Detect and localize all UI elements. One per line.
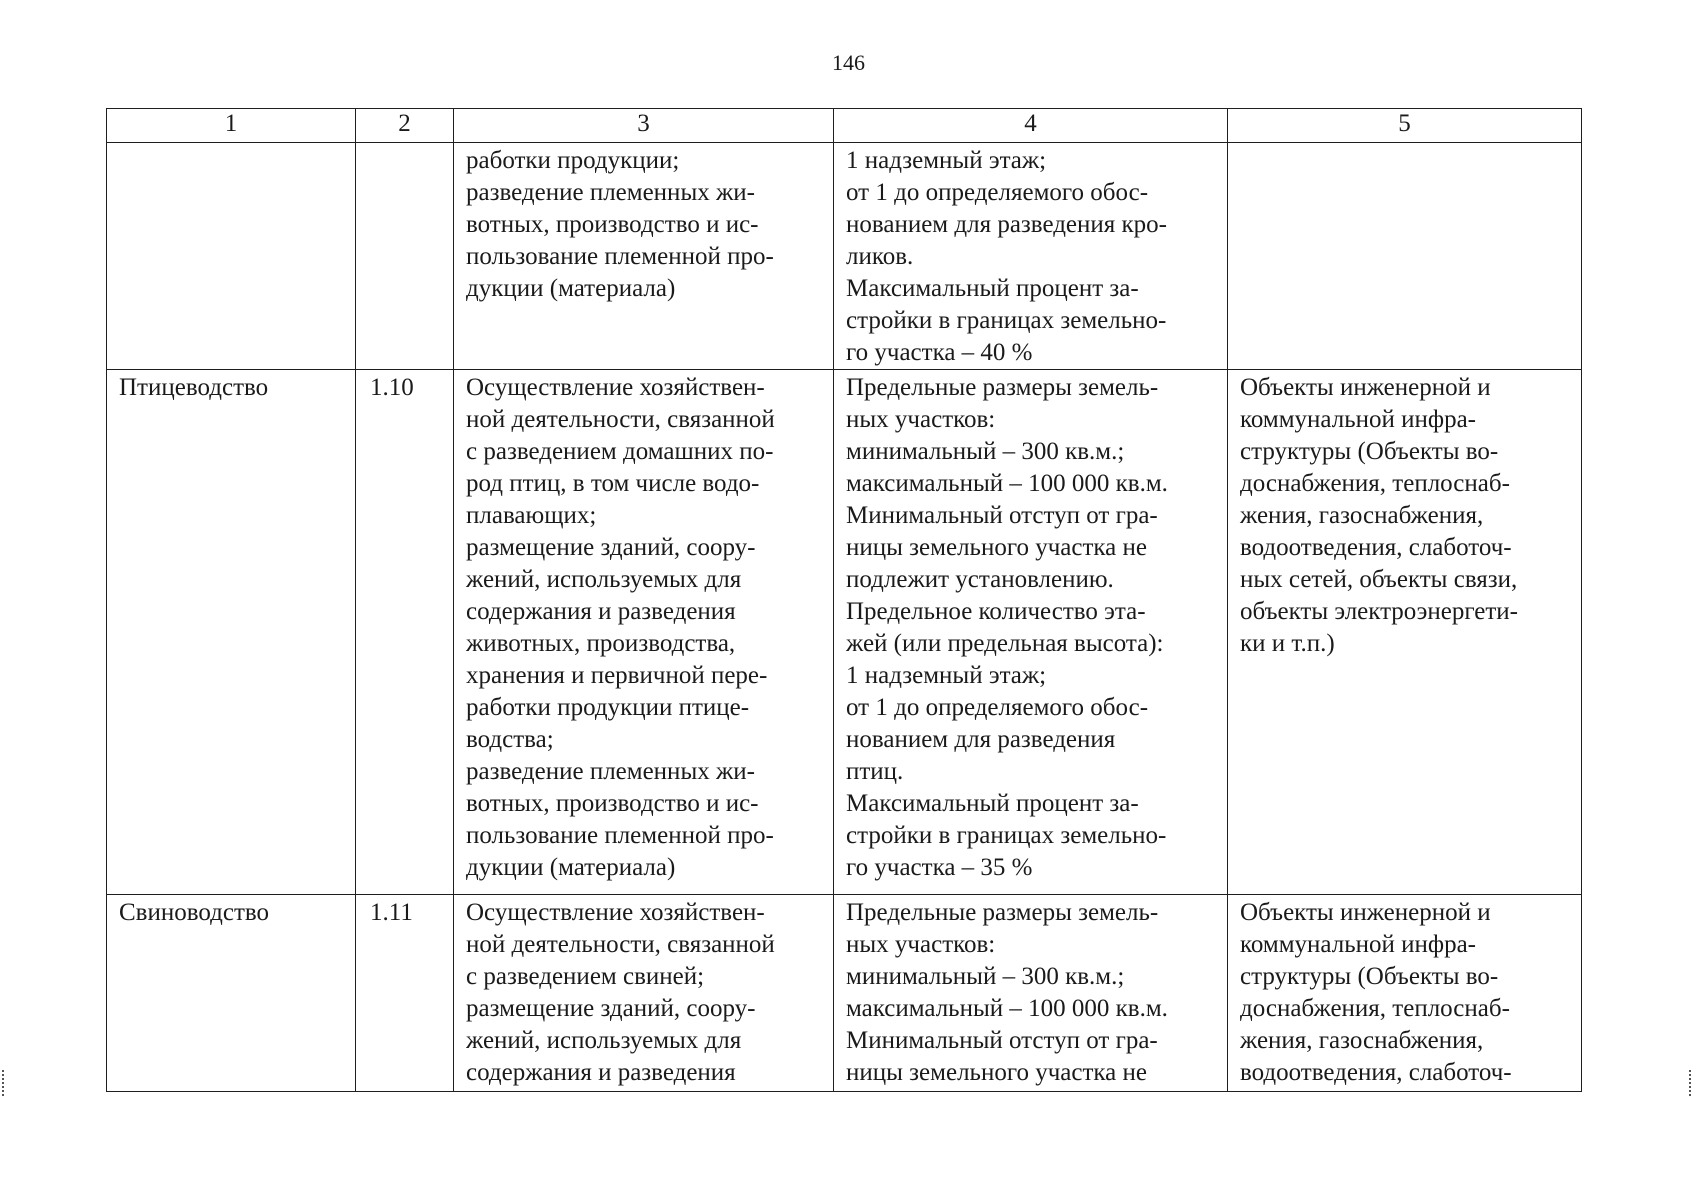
parameters-line: максимальный – 100 000 кв.м.: [846, 995, 1168, 1022]
header-col-2: 2: [356, 109, 454, 143]
objects-line: ных сетей, объекты связи,: [1240, 566, 1518, 593]
parameters-line: го участка – 35 %: [846, 854, 1033, 881]
parameters-line: минимальный – 300 кв.м.;: [846, 963, 1125, 990]
table-header-row: [107, 109, 1582, 143]
description-line: размещение зданий, соору-: [466, 534, 756, 561]
table-row: [107, 895, 1582, 1092]
header-col-4: 4: [834, 109, 1228, 143]
description-line: разведение племенных жи-: [466, 758, 755, 785]
objects-line: структуры (Объекты во-: [1240, 963, 1499, 990]
parameters-line: птиц.: [846, 758, 904, 785]
row-description-cell: [454, 143, 834, 370]
parameters-line: жей (или предельная высота):: [846, 630, 1164, 657]
parameters-line: стройки в границах земельно-: [846, 822, 1167, 849]
parameters-line: ных участков:: [846, 931, 996, 958]
parameters-line: Предельные размеры земель-: [846, 899, 1159, 926]
description-line: ной деятельности, связанной: [466, 931, 775, 958]
scan-edge-mark-left: [2, 1070, 6, 1096]
header-col-5: 5: [1228, 109, 1582, 143]
description-line: разведение племенных жи-: [466, 179, 755, 206]
objects-line: водоотведения, слаботоч-: [1240, 534, 1512, 561]
parameters-line: подлежит установлению.: [846, 566, 1114, 593]
objects-line: объекты электроэнергети-: [1240, 598, 1518, 625]
description-line: содержания и разведения: [466, 1059, 736, 1086]
parameters-line: от 1 до определяемого обос-: [846, 179, 1149, 206]
description-line: дукции (материала): [466, 275, 676, 302]
objects-line: водоотведения, слаботоч-: [1240, 1059, 1512, 1086]
row-parameters-cell: [834, 143, 1228, 370]
description-line: хранения и первичной пере-: [466, 662, 768, 689]
row-name-cell: [107, 143, 356, 370]
parameters-line: стройки в границах земельно-: [846, 307, 1167, 334]
objects-line: структуры (Объекты во-: [1240, 438, 1499, 465]
description-line: ной деятельности, связанной: [466, 406, 775, 433]
parameters-line: нованием для разведения кро-: [846, 211, 1168, 238]
row-objects-cell: [1228, 370, 1582, 895]
description-line: животных, производства,: [466, 630, 736, 657]
description-line: водства;: [466, 726, 554, 753]
parameters-line: ных участков:: [846, 406, 996, 433]
description-line: с разведением домашних по-: [466, 438, 774, 465]
parameters-line: нованием для разведения: [846, 726, 1116, 753]
description-line: Осуществление хозяйствен-: [466, 374, 765, 401]
row-code-cell: [356, 370, 454, 895]
table-row: [107, 370, 1582, 895]
parameters-line: от 1 до определяемого обос-: [846, 694, 1149, 721]
description-line: работки продукции;: [466, 147, 680, 174]
parameters-line: Максимальный процент за-: [846, 275, 1139, 302]
row-description-cell: [454, 895, 834, 1092]
row-name: Свиноводство: [119, 899, 270, 926]
parameters-line: максимальный – 100 000 кв.м.: [846, 470, 1168, 497]
objects-line: Объекты инженерной и: [1240, 899, 1491, 926]
header-col-1: 1: [107, 109, 356, 143]
description-line: с разведением свиней;: [466, 963, 705, 990]
parameters-line: го участка – 40 %: [846, 339, 1033, 366]
row-name-cell: [107, 370, 356, 895]
description-line: жений, используемых для: [466, 566, 742, 593]
parameters-line: Минимальный отступ от гра-: [846, 1027, 1158, 1054]
parameters-line: 1 надземный этаж;: [846, 147, 1047, 174]
objects-line: коммунальной инфра-: [1240, 406, 1476, 433]
description-line: работки продукции птице-: [466, 694, 750, 721]
objects-line: Объекты инженерной и: [1240, 374, 1491, 401]
parameters-line: минимальный – 300 кв.м.;: [846, 438, 1125, 465]
description-line: плавающих;: [466, 502, 597, 529]
scan-edge-mark-right: [1689, 1070, 1693, 1096]
row-code-cell: [356, 143, 454, 370]
row-description-cell: [454, 370, 834, 895]
header-col-3: 3: [454, 109, 834, 143]
row-objects-cell: [1228, 895, 1582, 1092]
parameters-line: Максимальный процент за-: [846, 790, 1139, 817]
parameters-line: Минимальный отступ от гра-: [846, 502, 1158, 529]
row-name-cell: [107, 895, 356, 1092]
description-line: содержания и разведения: [466, 598, 736, 625]
description-line: род птиц, в том числе водо-: [466, 470, 760, 497]
description-line: размещение зданий, соору-: [466, 995, 756, 1022]
parameters-line: Предельное количество эта-: [846, 598, 1146, 625]
row-code: 1.10: [370, 374, 414, 401]
parameters-line: ницы земельного участка не: [846, 534, 1147, 561]
objects-line: жения, газоснабжения,: [1240, 502, 1484, 529]
row-name: Птицеводство: [119, 374, 269, 401]
row-objects-cell: [1228, 143, 1582, 370]
parameters-line: 1 надземный этаж;: [846, 662, 1047, 689]
parameters-line: ницы земельного участка не: [846, 1059, 1147, 1086]
description-line: пользование племенной про-: [466, 822, 774, 849]
objects-line: жения, газоснабжения,: [1240, 1027, 1484, 1054]
parameters-line: ликов.: [846, 243, 914, 270]
row-code: 1.11: [370, 899, 413, 926]
objects-line: доснабжения, теплоснаб-: [1240, 470, 1510, 497]
description-line: вотных, производство и ис-: [466, 211, 759, 238]
row-parameters-cell: [834, 370, 1228, 895]
objects-line: коммунальной инфра-: [1240, 931, 1476, 958]
row-code-cell: [356, 895, 454, 1092]
description-line: вотных, производство и ис-: [466, 790, 759, 817]
objects-line: ки и т.п.): [1240, 630, 1335, 657]
parameters-line: Предельные размеры земель-: [846, 374, 1159, 401]
row-parameters-cell: [834, 895, 1228, 1092]
regulations-table: [106, 108, 1582, 1092]
objects-line: доснабжения, теплоснаб-: [1240, 995, 1510, 1022]
description-line: жений, используемых для: [466, 1027, 742, 1054]
table-row: [107, 143, 1582, 370]
description-line: Осуществление хозяйствен-: [466, 899, 765, 926]
description-line: пользование племенной про-: [466, 243, 774, 270]
description-line: дукции (материала): [466, 854, 676, 881]
page-number: 146: [832, 50, 865, 75]
